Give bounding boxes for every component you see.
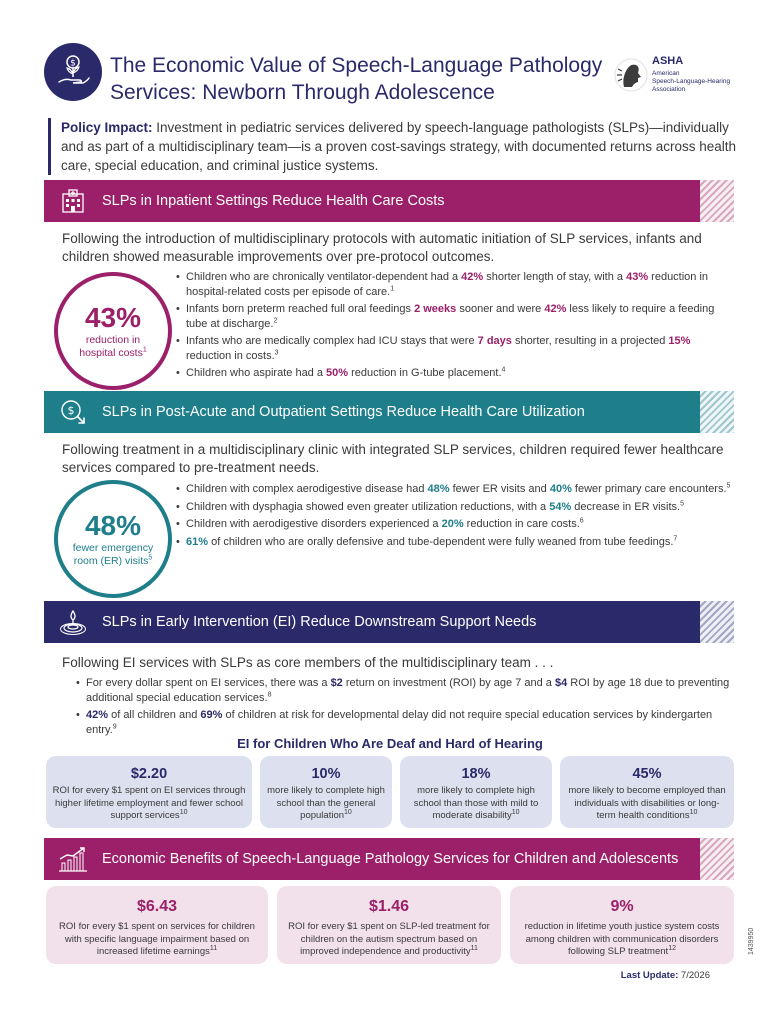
section1-title: SLPs in Inpatient Settings Reduce Health Care Costs: [102, 193, 445, 209]
section2-title: SLPs in Post-Acute and Outpatient Settings Reduce Health Care Utilization: [102, 404, 585, 420]
card-value: $2.20: [130, 766, 168, 782]
dhh-subheading: EI for Children Who Are Deaf and Hard of Hearing: [237, 736, 543, 751]
list-item: • Infants who are medically complex had ICU stays that were 7 days shorter, resulting in a projected 15% reduction in costs.$^3$: [176, 334, 732, 363]
water-drop-ripple-icon: [59, 608, 87, 636]
asha-name-line3: Association: [652, 86, 686, 93]
card-value: 45%: [632, 766, 662, 782]
section2-hatch-decoration: [700, 391, 734, 433]
asha-profile-icon: [614, 57, 648, 93]
section2-stat-ref: 5: [148, 554, 153, 562]
section2-stat-label-line1: fewer emergency: [72, 542, 154, 554]
econ-card-1: [46, 886, 268, 964]
section1-stat-label-line1: reduction in: [85, 334, 141, 346]
page-title-line1: The Economic Value of Speech-Language Pathology: [110, 54, 603, 77]
list-item: • For every dollar spent on EI services, there was a $2 return on investment (ROI) by age 7 and a $4 ROI by age 18 due to preventing additional special education services.$^8$: [76, 676, 732, 705]
section1-intro: Following the introduction of multidisciplinary protocols with automatic initiation of SLP services, infants and children showed measurable improvements over pre-protocol outcomes.: [62, 231, 702, 264]
card-text: ROI for every $1 spent on services for children with specific language impairment based on increased lifetime earnings$^{11}$: [59, 921, 255, 957]
card-text: more likely to complete high school than the general population$^{10}$: [267, 785, 385, 821]
dhh-card-1: [46, 756, 252, 828]
section3-intro: Following EI services with SLPs as core members of the multidisciplinary team . . .: [62, 655, 554, 670]
header-logo-badge: [44, 43, 102, 101]
section4-hatch-decoration: [700, 838, 734, 880]
dhh-card-3: [400, 756, 552, 828]
list-item: • Children with complex aerodigestive disease had 48% fewer ER visits and 40% fewer primary care encounters.$^5$: [176, 482, 732, 497]
section2-banner: [44, 391, 734, 433]
list-item: • 42% of all children and 69% of children at risk for developmental delay did not require special education services by kindergarten entry.$^9$: [76, 708, 732, 737]
section2-stat-value: 48%: [84, 510, 142, 541]
section1-hatch-decoration: [700, 180, 734, 222]
section1-stat-circle: [54, 272, 172, 390]
econ-card-3: [510, 886, 734, 964]
card-text: ROI for every $1 spent on SLP-led treatment for children on the autism spectrum based on improved independence and productivity$^{11}$: [288, 921, 490, 957]
list-item: • Children with dysphagia showed even greater utilization reductions, with a 54% decrease in ER visits.$^5$: [176, 500, 732, 515]
card-value: 10%: [311, 766, 341, 782]
list-item: • Children with aerodigestive disorders experienced a 20% reduction in care costs.$^6$: [176, 517, 732, 532]
asha-name-line2: Speech-Language-Hearing: [652, 78, 731, 85]
card-text: ROI for every $1 spent on EI services through higher lifetime employment and fewer school support services$^{10}$: [52, 785, 246, 821]
list-item: • Children who are chronically ventilator-dependent had a 42% shorter length of stay, with a 43% reduction in hospital-related costs per episode of care.$^1$: [176, 270, 732, 299]
econ-card-2: [277, 886, 501, 964]
section3-title: SLPs in Early Intervention (EI) Reduce Downstream Support Needs: [102, 614, 537, 630]
last-update: [560, 970, 710, 981]
section3-banner: [44, 601, 734, 643]
last-update-label: Last Update:: [620, 970, 679, 981]
asha-full-name: [652, 70, 734, 94]
hand-dollar-plant-icon: [53, 52, 93, 92]
section1-stat-ref: 1: [142, 346, 147, 354]
card-value: $1.46: [368, 898, 410, 915]
card-value: 18%: [461, 766, 491, 782]
growth-chart-icon: [57, 845, 89, 873]
section1-banner: [44, 180, 734, 222]
last-update-date: 7/2026: [678, 970, 710, 981]
section1-stat-label: [79, 334, 147, 360]
section2-bullets: [176, 482, 732, 552]
asha-logo: [614, 55, 734, 99]
section2-intro: Following treatment in a multidisciplinary clinic with integrated SLP services, children required fewer healthcare services compared to pre-treatment needs.: [62, 442, 724, 475]
policy-label: Policy Impact:: [61, 120, 153, 135]
card-text: reduction in lifetime youth justice system costs among children with communication disorders following SLP treatment$^{12}$: [524, 921, 720, 957]
hospital-building-icon: [60, 188, 86, 214]
page-title-line2: Services: Newborn Through Adolescence: [110, 81, 495, 104]
section3-hatch-decoration: [700, 601, 734, 643]
list-item: • Infants born preterm reached full oral feedings 2 weeks sooner and were 42% less likely to require a feeding tube at discharge.$^2$: [176, 302, 732, 331]
svg-text:$: $: [67, 404, 75, 417]
dollar-down-arrow-icon: [59, 398, 87, 426]
list-item: • 61% of children who are orally defensive and tube-dependent were fully weaned from tube feedings.$^7$: [176, 535, 732, 550]
card-text: more likely to become employed than individuals with disabilities or long-term health conditions$^{10}$: [568, 785, 726, 821]
policy-impact: [48, 118, 738, 175]
document-id: 1439950: [748, 927, 755, 955]
list-item: • Children who aspirate had a 50% reduction in G-tube placement.$^4$: [176, 366, 732, 381]
card-text: more likely to complete high school than those with mild to moderate disability$^{10}$: [413, 785, 539, 821]
page-title: [110, 52, 610, 106]
card-value: $6.43: [136, 898, 178, 915]
section1-stat-label-line2: hospital costs: [79, 347, 143, 359]
section4-title: Economic Benefits of Speech-Language Pathology Services for Children and Adolescents: [102, 851, 679, 867]
section2-stat-label-line2: room (ER) visits: [73, 555, 149, 567]
section2-stat-circle: [54, 480, 172, 598]
asha-name-line1: American: [652, 70, 680, 77]
asha-abbr: ASHA: [652, 55, 684, 67]
card-value: 9%: [610, 898, 634, 915]
policy-text: Investment in pediatric services delivered by speech-language pathologists (SLPs)—individually and as part of a multidisciplinary team—is a proven cost-savings strategy, with documented returns across health care, special education, and criminal justice systems.: [61, 120, 737, 173]
section3-bullets: [76, 676, 732, 740]
section4-banner: [44, 838, 734, 880]
svg-text:$: $: [70, 58, 76, 69]
section2-stat-label: [73, 542, 154, 568]
section1-bullets: [176, 270, 732, 384]
dhh-card-2: [260, 756, 392, 828]
section1-stat-value: 43%: [84, 302, 142, 333]
dhh-card-4: [560, 756, 734, 828]
